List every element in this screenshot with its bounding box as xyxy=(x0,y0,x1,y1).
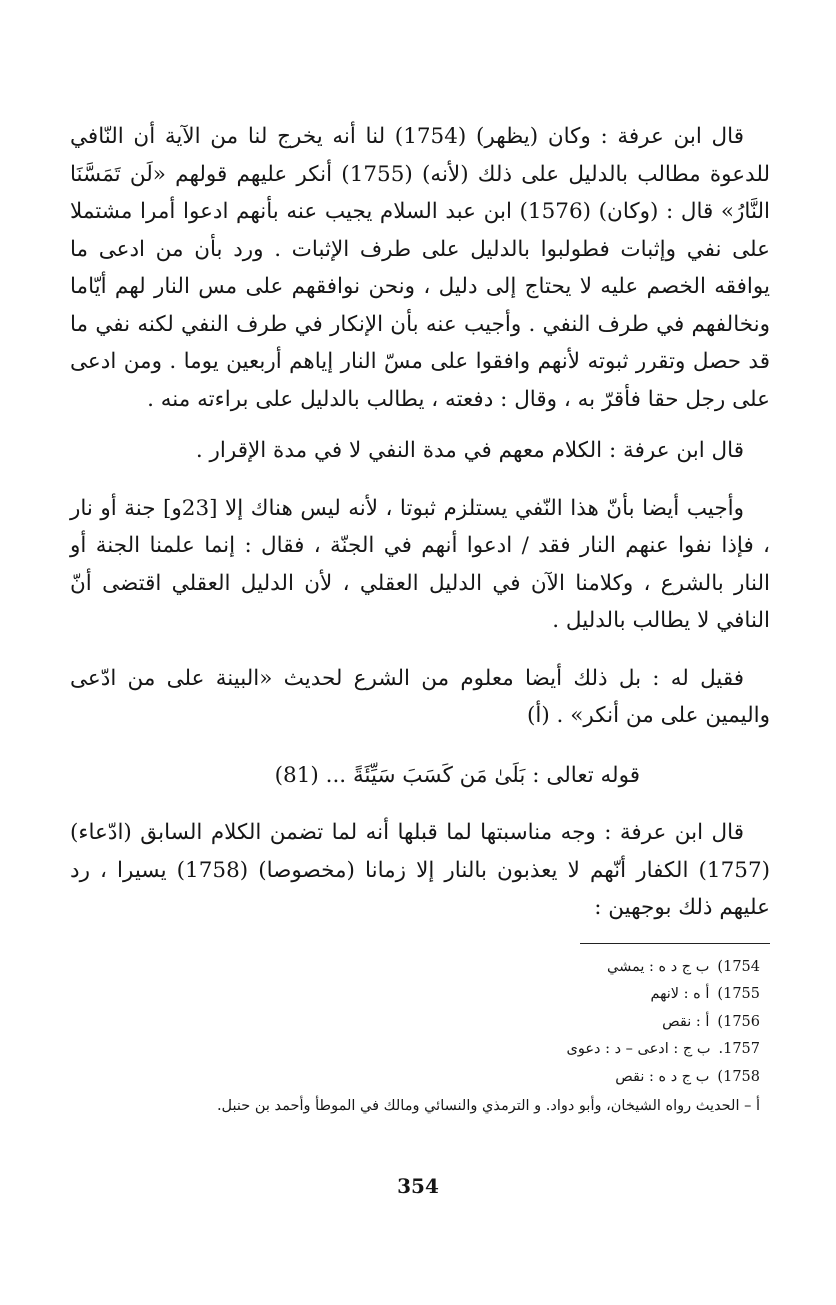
page-number: 354 xyxy=(397,1174,439,1198)
footnote-text: ب ج : ادعى – د : دعوى xyxy=(566,1041,711,1057)
paragraph-hadith: فقيل له : بل ذلك أيضا معلوم من الشرع لحديث «البينة على من ادّعى واليمين على من أنكر» . (أ) xyxy=(70,665,770,728)
page-body xyxy=(70,118,770,1119)
footnotes xyxy=(70,954,770,1092)
paragraph-ibn-arafa-1: قال ابن عرفة : وكان (يظهر) (1754) لنا أنه يخرج لنا من الآية أن النّافي للدعوة مطالب بالدليل على ذلك (لأنه) (1755) أنكر عليهم قولهم «لَن تَمَسَّنَا النَّارُ» قال : (وكان) (1576) ابن عبد السلام يجيب عنه بأنهم ادعوا أمرا مشتملا على نفي وإثبات فطولبوا بالدليل على طرف الإثبات . ورد بأن من ادعى ما يوافقه الخصم عليه لا يحتاج إلى دليل ، ونحن نوافقهم على مس النار لهم أيّاما ونخالفهم في طرف النفي . وأجيب عنه بأن الإنكار في طرف النفي لكنه نفي ما قد حصل وتقرر ثبوته لأنهم وافقوا على مسّ النار إياهم أربعين يوما . ومن ادعى على رجل حقا فأقرّ به ، وقال : دفعته ، يطالب بالدليل على براءته منه . xyxy=(70,124,771,412)
footnote-divider xyxy=(580,943,770,944)
footnote-number: 1756) xyxy=(717,1013,760,1030)
footnote-item xyxy=(70,1036,760,1064)
footnote-hadith-note: أ – الحديث رواه الشيخان، وأبو دواد. و الترمذي والنسائي ومالك في الموطأ وأحمد بن حنبل. xyxy=(216,1098,760,1114)
footnote-number: 1754) xyxy=(717,958,760,975)
footnote-number: 1755) xyxy=(717,986,760,1002)
footnote-text: أ : نقص xyxy=(662,1013,710,1030)
footnote-item xyxy=(70,981,760,1009)
footnote-item xyxy=(70,954,760,982)
verse-heading: قوله تعالى : بَلَىٰ مَن كَسَبَ سَيِّئَةً ... (81) xyxy=(274,762,640,788)
paragraph-answer: وأجيب أيضا بأنّ هذا النّفي يستلزم ثبوتا ، لأنه ليس هناك إلا [23و] جنة أو نار ، فإذا نفوا عنهم النار فقد / ادعوا أنهم في الجنّة ، فقال : إنما علمنا الجنة أو النار بالشرع ، وكلامنا الآن في الدليل العقلي ، لأن الدليل العقلي اقتضى أنّ النافي لا يطالب بالدليل . xyxy=(70,495,770,633)
footnote-text: ب ج د ه : يمشي xyxy=(606,958,710,975)
footnote-number: 1757. xyxy=(718,1041,760,1057)
footnote-number: 1758) xyxy=(717,1068,760,1085)
footnote-text: ب ج د ه : نقص xyxy=(615,1068,710,1085)
paragraph-ibn-arafa-2: قال ابن عرفة : الكلام معهم في مدة النفي لا في مدة الإقرار . xyxy=(195,438,744,463)
footnote-text: أ ه : لانهم xyxy=(650,986,710,1002)
footnote-item xyxy=(70,1064,760,1092)
paragraph-closing: قال ابن عرفة : وجه مناسبتها لما قبلها أنه لما تضمن الكلام السابق (ادّعاء) (1757) الكفار أنّهم لا يعذبون بالنار إلا زمانا (مخصوصا) (1758) يسيرا ، رد عليهم ذلك بوجهين : xyxy=(70,820,771,920)
footnote-item xyxy=(70,1009,760,1037)
